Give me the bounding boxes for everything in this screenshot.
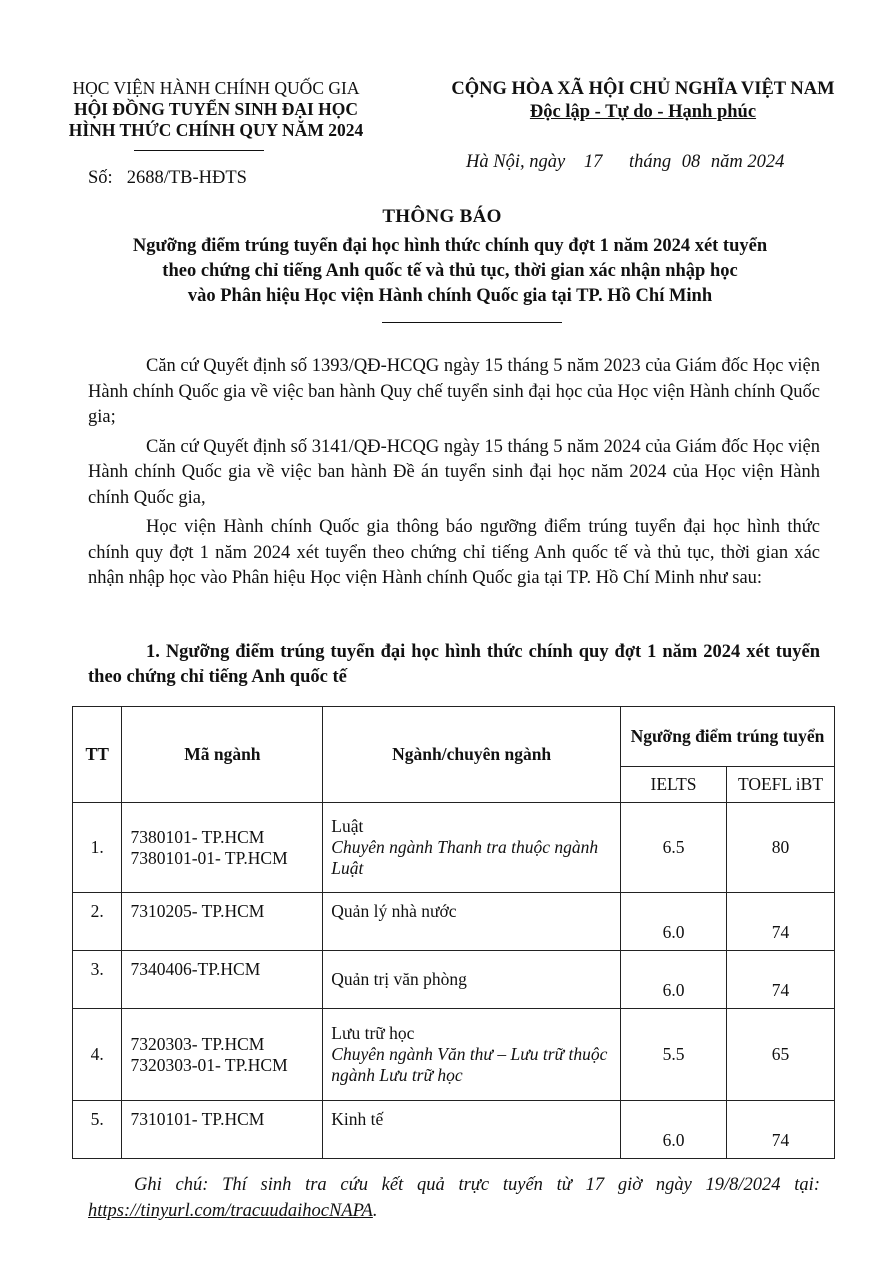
title-divider [382,322,562,323]
table-row [73,951,835,1009]
row-code [122,1101,323,1159]
header-threshold: Ngưỡng điểm trúng tuyển [621,707,835,767]
paragraph: Học viện Hành chính Quốc gia thông báo ngưỡng điểm trúng tuyển đại học hình thức chính quy đợt 1 năm 2024 xét tuyển theo chứng chỉ tiếng Anh quốc tế và thủ tục, thời gian xác nhận nhập học vào Phân hiệu Học viện Hành chính Quốc gia tại TP. Hồ Chí Minh như sau: [88,517,820,588]
row-code [122,803,323,893]
major-name: Quản lý nhà nước [331,901,457,921]
paragraph: Căn cứ Quyết định số 3141/QĐ-HCQG ngày 15 tháng 5 năm 2024 của Giám đốc Học viện Hành chính Quốc gia về việc ban hành Đề án tuyển sinh đại học năm 2024 của Học viện Hành chính Quốc gia, [88,436,820,508]
subtitle-line: theo chứng chỉ tiếng Anh quốc tế và thủ tục, thời gian xác nhận nhập học [162,261,738,281]
document-subtitle [70,234,830,309]
issuer-council-line-2: HÌNH THỨC CHÍNH QUY NĂM 2024 [68,120,364,140]
code-line: 7320303-01- TP.HCM [130,1054,288,1075]
specialization-name: Chuyên ngành Thanh tra thuộc ngành Luật [331,837,599,878]
major-name: Quản trị văn phòng [331,969,467,989]
paragraph: Căn cứ Quyết định số 1393/QĐ-HCQG ngày 15 tháng 5 năm 2023 của Giám đốc Học viện Hành chính Quốc gia về việc ban hành Quy chế tuyển sinh đại học của Học viện Hành chính Quốc gia; [88,356,820,427]
row-tt: 1. [73,803,122,893]
major-name: Luật [331,816,364,836]
document-title: THÔNG BÁO [382,206,502,227]
section-1-heading: 1. Ngưỡng điểm trúng tuyển đại học hình thức chính quy đợt 1 năm 2024 xét tuyển theo chứng chỉ tiếng Anh quốc tế [88,642,820,687]
row-ielts: 6.0 [621,1101,727,1159]
header-tt: TT [73,707,122,803]
code-line: 7380101- TP.HCM [130,826,265,847]
note-text: Ghi chú: Thí sinh tra cứu kết quả trực tuyến từ 17 giờ ngày 19/8/2024 tại: [134,1175,820,1195]
row-major [323,1009,621,1101]
header-toefl: TOEFL iBT [727,767,835,803]
row-major [323,803,621,893]
document-number [88,168,247,189]
row-code [122,893,323,951]
specialization-name: Chuyên ngành Văn thư – Lưu trữ thuộc ngành Lưu trữ học [331,1044,608,1085]
row-code [122,1009,323,1101]
major-name: Kinh tế [331,1109,384,1129]
row-code [122,951,323,1009]
table-row [73,893,835,951]
header-code: Mã ngành [122,707,323,803]
note [88,1172,820,1224]
table-row [73,803,835,893]
national-motto: Độc lập - Tự do - Hạnh phúc [529,102,757,122]
issuer-council-line-1: HỘI ĐỒNG TUYỂN SINH ĐẠI HỌC [73,99,359,119]
document-number-label: Số: [88,168,113,188]
date-month: 08 [681,152,701,172]
preamble [88,354,820,596]
row-toefl: 74 [727,951,835,1009]
row-toefl: 74 [727,893,835,951]
code-line: 7340406-TP.HCM [130,959,261,979]
major-name: Lưu trữ học [331,1023,415,1043]
row-ielts: 6.0 [621,951,727,1009]
header-major: Ngành/chuyên ngành [323,707,621,803]
issuer-org: HỌC VIỆN HÀNH CHÍNH QUỐC GIA [72,78,360,98]
date-month-label: tháng [628,152,672,172]
code-line: 7310101- TP.HCM [130,1109,265,1129]
date-prefix: Hà Nội, ngày [466,152,566,172]
header-ielts: IELTS [621,767,727,803]
row-major [323,951,621,1009]
row-tt: 3. [73,951,122,1009]
code-line: 7380101-01- TP.HCM [130,847,288,868]
subtitle-line: vào Phân hiệu Học viện Hành chính Quốc gia tại TP. Hồ Chí Minh [187,286,713,306]
row-toefl: 74 [727,1101,835,1159]
issuer-block [30,78,402,141]
row-tt: 2. [73,893,122,951]
date-day: 17 [583,152,603,172]
row-major [323,1101,621,1159]
code-line: 7310205- TP.HCM [130,901,265,921]
table-row [73,1101,835,1159]
date-year-label: năm [710,152,743,172]
row-tt: 5. [73,1101,122,1159]
row-major [323,893,621,951]
note-end: . [372,1201,378,1221]
issuer-divider [134,150,264,151]
subtitle-line: Ngưỡng điểm trúng tuyển đại học hình thức chính quy đợt 1 năm 2024 xét tuyển [132,236,768,256]
row-ielts: 6.0 [621,893,727,951]
threshold-table [72,706,835,1159]
row-ielts: 6.5 [621,803,727,893]
row-toefl: 80 [727,803,835,893]
nation-name: CỘNG HÒA XÃ HỘI CHỦ NGHĨA VIỆT NAM [451,79,835,99]
table-row [73,1009,835,1101]
row-ielts: 5.5 [621,1009,727,1101]
code-line: 7320303- TP.HCM [130,1033,265,1054]
document-number-value: 2688/TB-HĐTS [126,168,247,188]
national-header [420,78,866,124]
row-toefl: 65 [727,1009,835,1101]
date-year: 2024 [747,152,785,172]
row-tt: 4. [73,1009,122,1101]
table-header-row [73,707,835,767]
lookup-link[interactable]: https://tinyurl.com/tracuudaihocNAPA [88,1201,373,1221]
issue-date [466,152,784,173]
